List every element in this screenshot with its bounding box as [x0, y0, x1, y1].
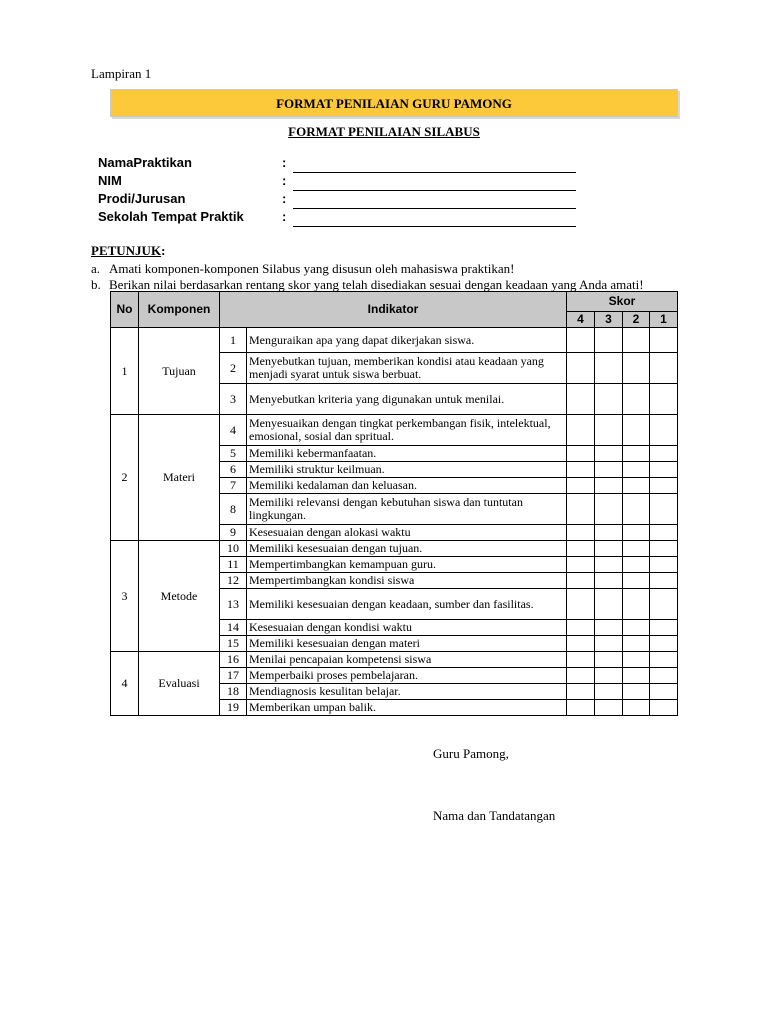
score-cell-2[interactable] [623, 652, 650, 668]
indicator-text: Memberikan umpan balik. [247, 700, 567, 716]
score-cell-4[interactable] [567, 652, 595, 668]
score-cell-2[interactable] [623, 384, 650, 415]
component-name: Evaluasi [139, 652, 220, 716]
table-row [111, 328, 678, 353]
identity-field-nim[interactable] [293, 190, 576, 191]
header-score-4: 4 [567, 312, 595, 328]
score-cell-1[interactable] [650, 494, 678, 525]
score-cell-1[interactable] [650, 557, 678, 573]
score-cell-1[interactable] [650, 328, 678, 353]
component-name: Tujuan [139, 328, 220, 415]
score-cell-3[interactable] [595, 525, 623, 541]
score-cell-2[interactable] [623, 541, 650, 557]
score-cell-4[interactable] [567, 589, 595, 620]
identity-colon: : [282, 155, 287, 170]
score-cell-2[interactable] [623, 557, 650, 573]
score-cell-1[interactable] [650, 478, 678, 494]
indicator-text: Menyesuaikan dengan tingkat perkembangan fisik, intelektual, emosional, sosial dan spritual. [247, 415, 567, 446]
score-cell-4[interactable] [567, 525, 595, 541]
score-cell-1[interactable] [650, 636, 678, 652]
indicator-number: 19 [220, 700, 247, 716]
score-cell-2[interactable] [623, 415, 650, 446]
indicator-text: Memiliki kesesuaian dengan materi [247, 636, 567, 652]
component-number: 2 [111, 415, 139, 541]
score-cell-4[interactable] [567, 541, 595, 557]
identity-label-nama: NamaPraktikan [98, 155, 192, 170]
indicator-number: 1 [220, 328, 247, 353]
score-cell-2[interactable] [623, 328, 650, 353]
score-cell-3[interactable] [595, 446, 623, 462]
score-cell-4[interactable] [567, 328, 595, 353]
score-cell-4[interactable] [567, 478, 595, 494]
indicator-text: Memiliki struktur keilmuan. [247, 462, 567, 478]
signature-name-line: Nama dan Tandatangan [433, 808, 556, 823]
indicator-number: 9 [220, 525, 247, 541]
component-name: Metode [139, 541, 220, 652]
instructions-heading [91, 243, 165, 259]
component-number: 3 [111, 541, 139, 652]
score-cell-1[interactable] [650, 573, 678, 589]
score-cell-1[interactable] [650, 589, 678, 620]
score-cell-2[interactable] [623, 589, 650, 620]
score-cell-1[interactable] [650, 684, 678, 700]
header-indikator: Indikator [220, 292, 567, 328]
component-number: 4 [111, 652, 139, 716]
indicator-number: 8 [220, 494, 247, 525]
indicator-text: Menyebutkan kriteria yang digunakan untuk menilai. [247, 384, 567, 415]
indicator-text: Menyebutkan tujuan, memberikan kondisi atau keadaan yang menjadi syarat untuk siswa berbuat. [247, 353, 567, 384]
score-cell-2[interactable] [623, 636, 650, 652]
score-cell-4[interactable] [567, 620, 595, 636]
identity-label-sekolah: Sekolah Tempat Praktik [98, 209, 244, 224]
score-cell-2[interactable] [623, 525, 650, 541]
score-cell-3[interactable] [595, 636, 623, 652]
score-cell-2[interactable] [623, 700, 650, 716]
identity-label-prodi: Prodi/Jurusan [98, 191, 186, 206]
identity-colon: : [282, 191, 287, 206]
score-cell-4[interactable] [567, 557, 595, 573]
indicator-text: Menilai pencapaian kompetensi siswa [247, 652, 567, 668]
header-komponen: Komponen [139, 292, 220, 328]
instruction-text: Amati komponen-komponen Silabus yang disusun oleh mahasiswa praktikan! [109, 261, 515, 276]
score-cell-2[interactable] [623, 478, 650, 494]
indicator-text: Memiliki kebermanfaatan. [247, 446, 567, 462]
score-cell-3[interactable] [595, 620, 623, 636]
score-cell-2[interactable] [623, 573, 650, 589]
instruction-item [91, 261, 514, 277]
indicator-number: 14 [220, 620, 247, 636]
component-number: 1 [111, 328, 139, 415]
score-cell-1[interactable] [650, 384, 678, 415]
score-cell-3[interactable] [595, 353, 623, 384]
header-score-3: 3 [595, 312, 623, 328]
identity-label-nim: NIM [98, 173, 122, 188]
indicator-number: 15 [220, 636, 247, 652]
score-cell-4[interactable] [567, 446, 595, 462]
score-cell-1[interactable] [650, 700, 678, 716]
component-name: Materi [139, 415, 220, 541]
score-cell-3[interactable] [595, 652, 623, 668]
identity-field-prodi[interactable] [293, 208, 576, 209]
score-cell-2[interactable] [623, 684, 650, 700]
score-cell-4[interactable] [567, 573, 595, 589]
score-cell-4[interactable] [567, 700, 595, 716]
score-cell-2[interactable] [623, 668, 650, 684]
table-row [111, 652, 678, 668]
identity-colon: : [282, 173, 287, 188]
score-cell-3[interactable] [595, 684, 623, 700]
score-cell-3[interactable] [595, 462, 623, 478]
indicator-text: Kesesuaian dengan kondisi waktu [247, 620, 567, 636]
indicator-text: Memiliki relevansi dengan kebutuhan siswa dan tuntutan lingkungan. [247, 494, 567, 525]
indicator-number: 12 [220, 573, 247, 589]
indicator-number: 2 [220, 353, 247, 384]
identity-colon: : [282, 209, 287, 224]
score-cell-2[interactable] [623, 446, 650, 462]
table-row [111, 541, 678, 557]
indicator-text: Mendiagnosis kesulitan belajar. [247, 684, 567, 700]
header-score-2: 2 [623, 312, 650, 328]
score-cell-1[interactable] [650, 353, 678, 384]
form-subtitle: FORMAT PENILAIAN SILABUS [288, 124, 480, 139]
instructions-heading-text: PETUNJUK [91, 243, 162, 258]
indicator-number: 4 [220, 415, 247, 446]
indicator-number: 7 [220, 478, 247, 494]
banner-title: FORMAT PENILAIAN GURU PAMONG [276, 96, 512, 111]
score-cell-4[interactable] [567, 668, 595, 684]
score-cell-2[interactable] [623, 353, 650, 384]
indicator-text: Mempertimbangkan kondisi siswa [247, 573, 567, 589]
score-cell-2[interactable] [623, 620, 650, 636]
indicator-number: 6 [220, 462, 247, 478]
score-cell-1[interactable] [650, 541, 678, 557]
indicator-text: Memiliki kedalaman dan keluasan. [247, 478, 567, 494]
table-body [111, 328, 678, 716]
score-cell-1[interactable] [650, 668, 678, 684]
score-cell-2[interactable] [623, 462, 650, 478]
score-cell-1[interactable] [650, 525, 678, 541]
score-cell-4[interactable] [567, 384, 595, 415]
indicator-number: 18 [220, 684, 247, 700]
score-cell-4[interactable] [567, 494, 595, 525]
score-cell-1[interactable] [650, 652, 678, 668]
signature-role: Guru Pamong, [433, 746, 509, 761]
indicator-text: Menguraikan apa yang dapat dikerjakan siswa. [247, 328, 567, 353]
score-cell-3[interactable] [595, 415, 623, 446]
indicator-number: 3 [220, 384, 247, 415]
indicator-number: 17 [220, 668, 247, 684]
indicator-text: Kesesuaian dengan alokasi waktu [247, 525, 567, 541]
indicator-number: 10 [220, 541, 247, 557]
indicator-text: Memiliki kesesuaian dengan keadaan, sumber dan fasilitas. [247, 589, 567, 620]
indicator-text: Mempertimbangkan kemampuan guru. [247, 557, 567, 573]
score-cell-4[interactable] [567, 684, 595, 700]
score-cell-1[interactable] [650, 620, 678, 636]
score-cell-4[interactable] [567, 353, 595, 384]
header-no: No [111, 292, 139, 328]
attachment-label: Lampiran 1 [91, 66, 152, 81]
header-score-1: 1 [650, 312, 678, 328]
score-cell-3[interactable] [595, 700, 623, 716]
title-banner [110, 89, 678, 117]
score-cell-3[interactable] [595, 541, 623, 557]
instructions-heading-colon: : [161, 243, 166, 258]
score-cell-1[interactable] [650, 462, 678, 478]
score-cell-3[interactable] [595, 573, 623, 589]
score-cell-4[interactable] [567, 636, 595, 652]
instruction-marker: a. [91, 261, 101, 276]
indicator-number: 13 [220, 589, 247, 620]
indicator-number: 11 [220, 557, 247, 573]
score-cell-2[interactable] [623, 494, 650, 525]
indicator-text: Memperbaiki proses pembelajaran. [247, 668, 567, 684]
score-cell-4[interactable] [567, 462, 595, 478]
score-cell-1[interactable] [650, 415, 678, 446]
instruction-text: Berikan nilai berdasarkan rentang skor yang telah disediakan sesuai dengan keadaan yang Anda amati! [109, 277, 644, 292]
header-skor: Skor [567, 292, 678, 312]
score-cell-3[interactable] [595, 478, 623, 494]
score-cell-1[interactable] [650, 446, 678, 462]
score-cell-3[interactable] [595, 557, 623, 573]
indicator-number: 5 [220, 446, 247, 462]
assessment-table [110, 291, 678, 716]
score-cell-3[interactable] [595, 384, 623, 415]
instruction-marker: b. [91, 277, 101, 292]
identity-field-sekolah[interactable] [293, 226, 576, 227]
score-cell-3[interactable] [595, 328, 623, 353]
score-cell-3[interactable] [595, 494, 623, 525]
indicator-number: 16 [220, 652, 247, 668]
score-cell-4[interactable] [567, 415, 595, 446]
identity-field-nama[interactable] [293, 172, 576, 173]
score-cell-3[interactable] [595, 668, 623, 684]
score-cell-3[interactable] [595, 589, 623, 620]
indicator-text: Memiliki kesesuaian dengan tujuan. [247, 541, 567, 557]
table-row [111, 415, 678, 446]
